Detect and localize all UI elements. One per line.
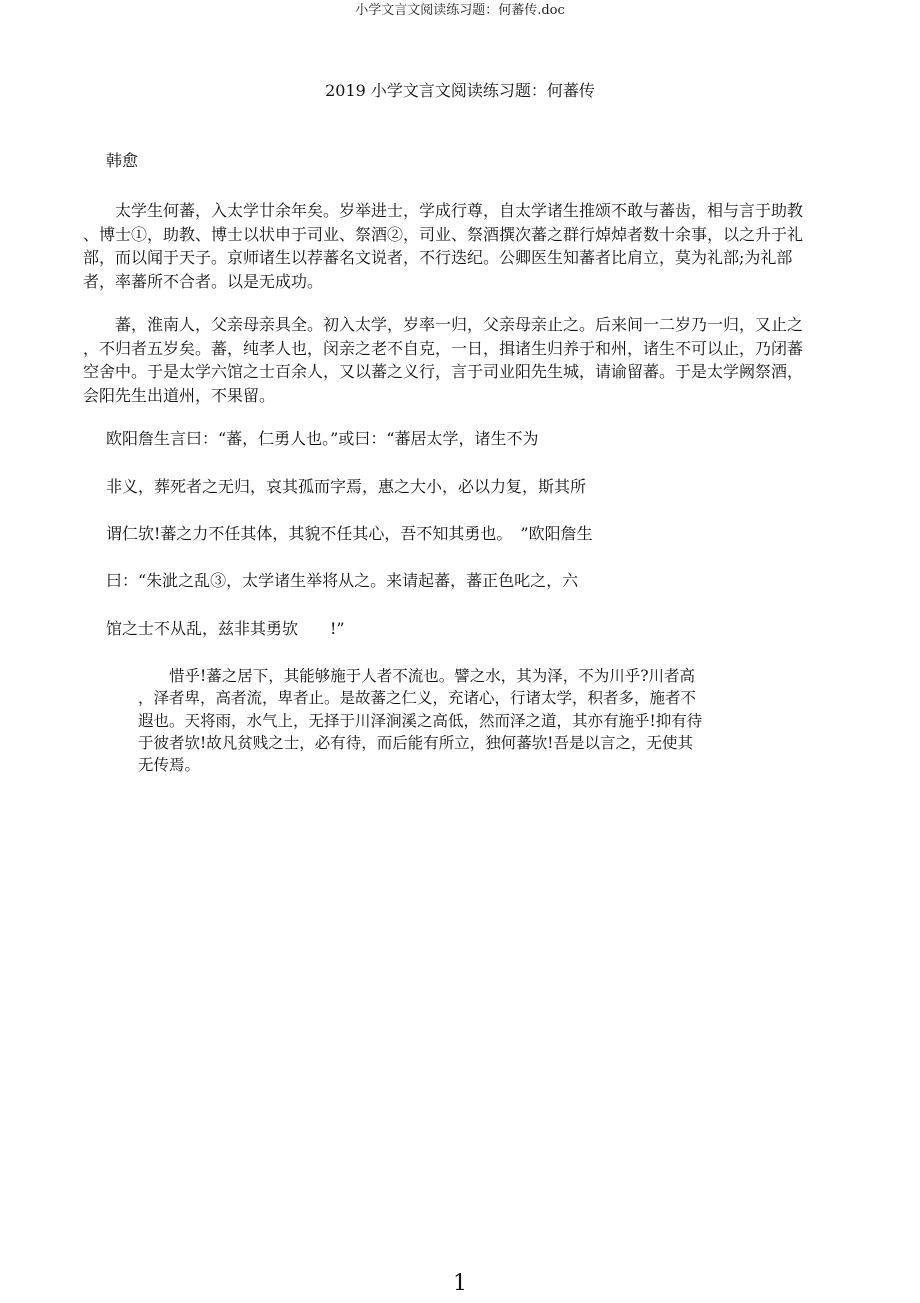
running-header: 小学文言文阅读练习题：何蕃传.doc <box>355 3 565 18</box>
paragraph-3-line: 无传焉。 <box>138 756 201 775</box>
quote-line: 谓仁欤!蕃之力不任其体，其貌不任其心，吾不知其勇也。 ”欧阳詹生 <box>106 524 593 543</box>
author-name: 韩愈 <box>106 151 139 170</box>
paragraph-1-line: 者，率蕃所不合者。以是无成功。 <box>83 271 324 291</box>
paragraph-3-line: 惜乎!蕃之居下，其能够施于人者不流也。譬之水，其为泽，不为川乎?川者高 <box>138 667 696 685</box>
quote-line: 曰：“朱泚之乱③，太学诸生举将从之。来请起蕃，蕃正色叱之，六 <box>106 571 579 590</box>
paragraph-1 <box>83 199 843 293</box>
paragraph-2-line: ，不归者五岁矣。蕃，纯孝人也，闵亲之老不自克，一日，揖诸生归养于和州，诸生不可以止，乃闭蕃 <box>83 338 804 358</box>
paragraph-2-line: 蕃，淮南人，父亲母亲具全。初入太学，岁率一归，父亲母亲止之。后来间一二岁乃一归，又止之 <box>83 315 804 334</box>
paragraph-1-line: 太学生何蕃，入太学廿余年矣。岁举进士，学成行尊，自太学诸生推颂不敢与蕃齿，相与言于助教 <box>83 201 804 220</box>
paragraph-3-line: 于彼者欤!故凡贫贱之士，必有待，而后能有所立，独何蕃欤!吾是以言之，无使其 <box>138 733 693 752</box>
paragraph-2-line: 空舍中。于是太学六馆之士百余人，又以蕃之义行，言于司业阳先生城，请谕留蕃。于是太学阙祭酒， <box>83 362 804 381</box>
page-number: 1 <box>453 1271 467 1296</box>
paragraph-1-line: 部，而以闻于天子。京师诸生以荐蕃名文说者，不行迭纪。公卿医生知蕃者比肩立，莫为礼部;为礼部 <box>83 248 793 267</box>
paragraph-2-line: 会阳先生出道州，不果留。 <box>83 385 276 405</box>
paragraph-2 <box>83 313 843 407</box>
paragraph-1-line: 、博士①，助教、博士以状申于司业、祭酒②，司业、祭酒撰次蕃之群行焯焯者数十余事，以之升于礼 <box>83 224 804 244</box>
quote-line: 馆之士不从乱，兹非其勇欤 !” <box>106 619 345 638</box>
paragraph-3 <box>138 665 702 776</box>
document-title: 2019 小学文言文阅读练习题：何蕃传 <box>325 81 595 100</box>
quote-line: 非义，葬死者之无归，哀其孤而字焉，惠之大小，必以力复，斯其所 <box>106 477 587 496</box>
paragraph-3-line: 遐也。天将雨，水气上，无择于川泽涧溪之高低，然而泽之道，其亦有施乎!抑有待 <box>138 711 703 730</box>
paragraph-3-line: ，泽者卑，高者流，卑者止。是故蕃之仁义，充诸心，行诸太学，积者多，施者不 <box>138 689 697 708</box>
quote-line: 欧阳詹生言曰：“蕃，仁勇人也。”或曰：“蕃居太学，诸生不为 <box>106 429 539 448</box>
